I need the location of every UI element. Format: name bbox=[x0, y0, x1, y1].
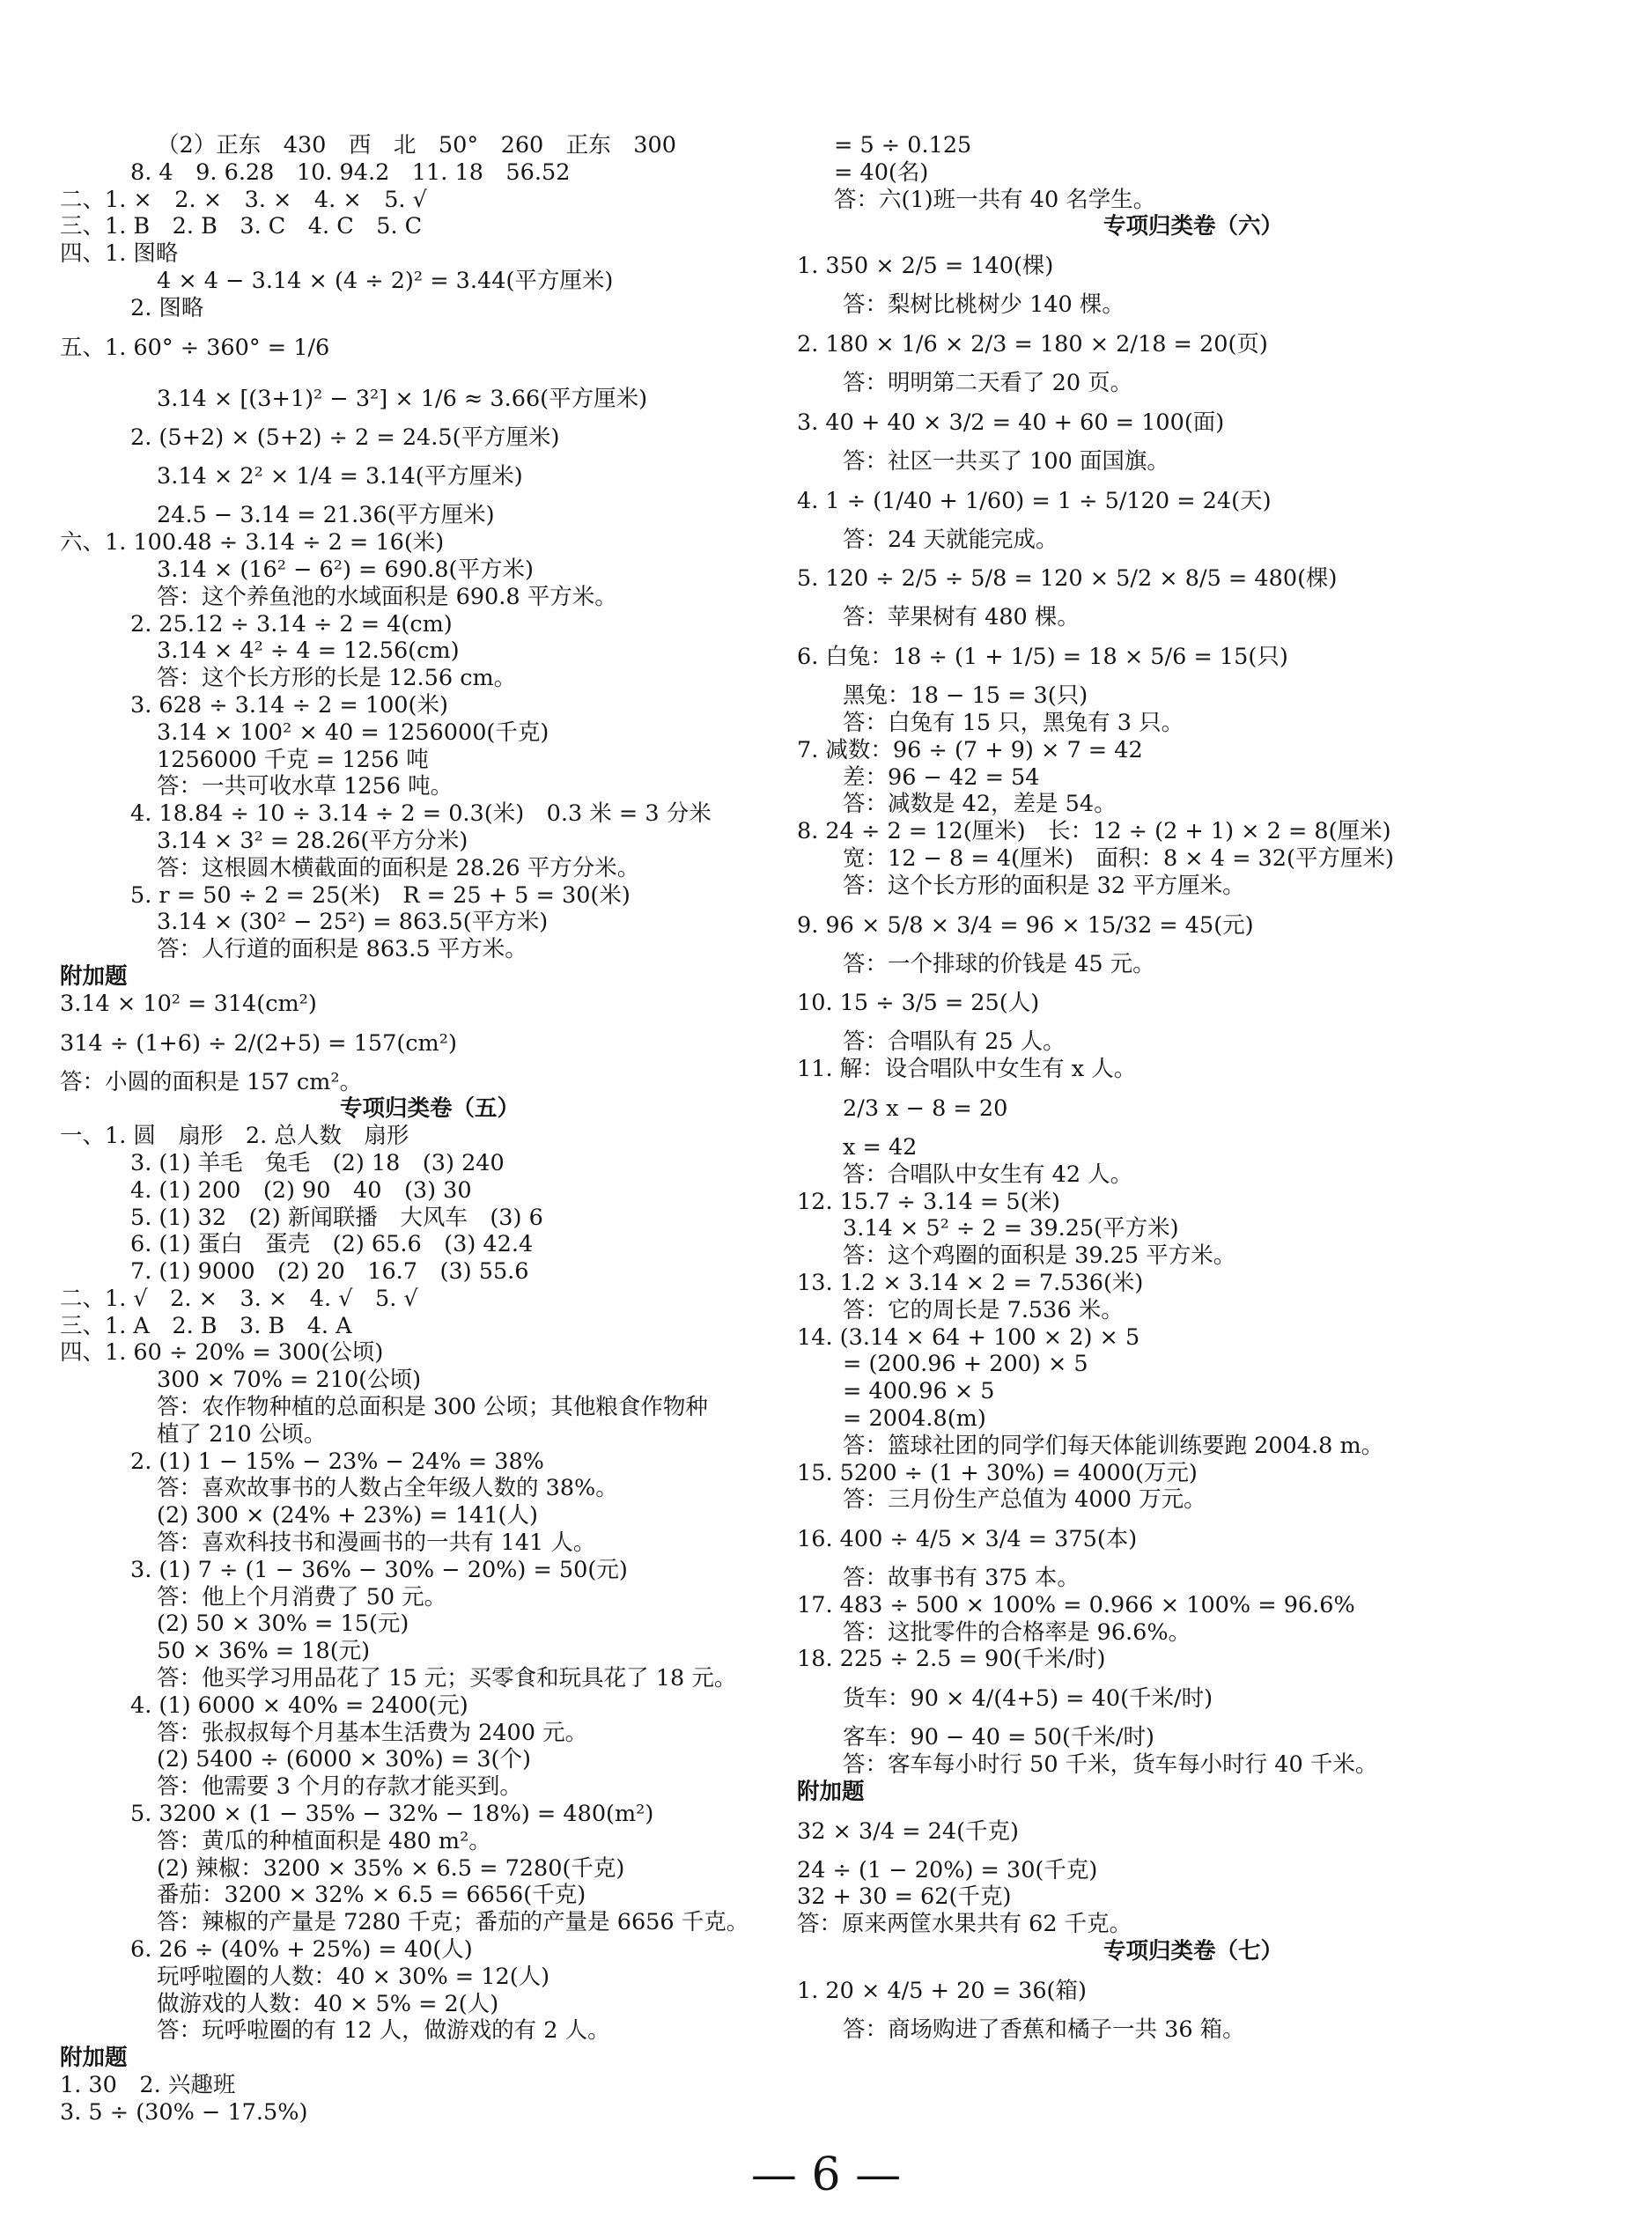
answer-line: 5. (1) 32 (2) 新闻联播 大风车 (3) 6 bbox=[130, 1204, 543, 1231]
answer-line: 三、1. A 2. B 3. B 4. A bbox=[60, 1312, 352, 1339]
answer-line: 答：黄瓜的种植面积是 480 m²。 bbox=[157, 1827, 491, 1854]
answer-line: 7. (1) 9000 (2) 20 16.7 (3) 55.6 bbox=[130, 1258, 529, 1286]
answer-line: 1. 30 2. 兴趣班 bbox=[60, 2072, 236, 2098]
answer-line: 32 × 3/4 = 24(千克) bbox=[797, 1817, 1019, 1845]
answer-line: 4. (1) 6000 × 40% = 2400(元) bbox=[130, 1692, 468, 1719]
answer-line: 3.14 × 2² × 1/4 = 3.14(平方厘米) bbox=[157, 463, 523, 490]
answer-line: 3.14 × (16² − 6²) = 690.8(平方米) bbox=[157, 556, 534, 583]
answer-line: 答：张叔叔每个月基本生活费为 2400 元。 bbox=[157, 1719, 588, 1746]
answer-line: 答：社区一共买了 100 面国旗。 bbox=[843, 447, 1169, 475]
answer-line: 5. 120 ÷ 2/5 ÷ 5/8 = 120 × 5/2 × 8/5 = 480(棵) bbox=[797, 565, 1338, 593]
left-column bbox=[60, 132, 800, 2126]
answer-line: 3. (1) 羊毛 兔毛 (2) 18 (3) 240 bbox=[130, 1149, 505, 1176]
answer-line: 附加题 bbox=[797, 1778, 865, 1805]
answer-line: 4. 1 ÷ (1/40 + 1/60) = 1 ÷ 5/120 = 24(天) bbox=[797, 487, 1272, 514]
answer-line: 答：三月份生产总值为 4000 万元。 bbox=[843, 1486, 1206, 1514]
answer-line: 五、1. 60° ÷ 360° = 1/6 bbox=[60, 334, 330, 361]
answer-line: (2) 5400 ÷ (6000 × 30%) = 3(个) bbox=[157, 1746, 531, 1773]
answer-line: 货车：90 × 4/(4+5) = 40(千米/时) bbox=[843, 1685, 1213, 1713]
answer-line: 18. 225 ÷ 2.5 = 90(千米/时) bbox=[797, 1646, 1106, 1673]
answer-line: = 400.96 × 5 bbox=[843, 1378, 995, 1405]
answer-line: 24.5 − 3.14 = 21.36(平方厘米) bbox=[157, 502, 495, 529]
answer-line: 客车：90 − 40 = 50(千米/时) bbox=[843, 1724, 1154, 1751]
answer-line: 答：这批零件的合格率是 96.6%。 bbox=[843, 1618, 1191, 1646]
answer-line: = 5 ÷ 0.125 bbox=[834, 132, 972, 158]
answer-line: 13. 1.2 × 3.14 × 2 = 7.536(米) bbox=[797, 1269, 1144, 1296]
answer-line: 四、1. 60 ÷ 20% = 300(公顷) bbox=[60, 1339, 384, 1367]
answer-line: (2) 300 × (24% + 23%) = 141(人) bbox=[157, 1502, 538, 1529]
answer-line: 3.14 × (30² − 25²) = 863.5(平方米) bbox=[157, 909, 549, 936]
answer-line: 做游戏的人数：40 × 5% = 2(人) bbox=[157, 1990, 499, 2017]
answer-line: 314 ÷ (1+6) ÷ 2/(2+5) = 157(cm²) bbox=[60, 1029, 457, 1057]
answer-line: 答：这个长方形的面积是 32 平方厘米。 bbox=[843, 872, 1245, 899]
answer-line: 答：他需要 3 个月的存款才能买到。 bbox=[157, 1773, 522, 1801]
answer-line: 答：合唱队中女生有 42 人。 bbox=[843, 1161, 1133, 1188]
answer-line: 6. (1) 蛋白 蛋壳 (2) 65.6 (3) 42.4 bbox=[130, 1231, 534, 1258]
answer-line: 5. 3200 × (1 − 35% − 32% − 18%) = 480(m²) bbox=[130, 1801, 654, 1828]
answer-line: 二、1. × 2. × 3. × 4. × 5. √ bbox=[60, 186, 427, 213]
answer-line: 答：辣椒的产量是 7280 千克；番茄的产量是 6656 千克。 bbox=[157, 1909, 749, 1936]
answer-line: 2. (5+2) × (5+2) ÷ 2 = 24.5(平方厘米) bbox=[130, 424, 560, 451]
answer-line: 二、1. √ 2. × 3. × 4. √ 5. √ bbox=[60, 1285, 418, 1312]
answer-line: 番茄：3200 × 32% × 6.5 = 6656(千克) bbox=[157, 1882, 586, 1909]
answer-line: 10. 15 ÷ 3/5 = 25(人) bbox=[797, 990, 1040, 1017]
answer-line: 答：客车每小时行 50 千米，货车每小时行 40 千米。 bbox=[843, 1751, 1378, 1779]
answer-line: 6. 26 ÷ (40% + 25%) = 40(人) bbox=[130, 1936, 473, 1964]
answer-line: x = 42 bbox=[843, 1133, 918, 1161]
answer-line: 3. 5 ÷ (30% − 17.5%) bbox=[60, 2098, 308, 2126]
answer-line: 答：人行道的面积是 863.5 平方米。 bbox=[157, 936, 527, 963]
answer-line: 答：这个长方形的长是 12.56 cm。 bbox=[157, 665, 517, 692]
answer-line: (2) 辣椒：3200 × 35% × 6.5 = 7280(千克) bbox=[157, 1854, 625, 1882]
answer-line: 1. 350 × 2/5 = 140(棵) bbox=[797, 253, 1054, 280]
answer-line: 答：小圆的面积是 157 cm²。 bbox=[60, 1068, 363, 1095]
answer-line: = 40(名) bbox=[834, 158, 929, 186]
answer-line: 植了 210 公顷。 bbox=[157, 1420, 327, 1448]
answer-line: 2. 180 × 1/6 × 2/3 = 180 × 2/18 = 20(页) bbox=[797, 330, 1268, 357]
answer-line: 3.14 × 100² × 40 = 1256000(千克) bbox=[157, 719, 549, 746]
answer-line: 答：一共可收水草 1256 吨。 bbox=[157, 773, 454, 800]
answer-line: 8. 4 9. 6.28 10. 94.2 11. 18 56.52 bbox=[130, 158, 571, 186]
answer-line: (2) 50 × 30% = 15(元) bbox=[157, 1611, 409, 1638]
answer-line: 玩呼啦圈的人数：40 × 30% = 12(人) bbox=[157, 1963, 550, 1990]
answer-line: 答：喜欢科技书和漫画书的一共有 141 人。 bbox=[157, 1529, 596, 1557]
answer-line: 1256000 千克 = 1256 吨 bbox=[157, 746, 429, 773]
answer-line: 答：24 天就能完成。 bbox=[843, 526, 1058, 553]
answer-line: 2. 图略 bbox=[130, 294, 204, 321]
answer-line: 答：减数是 42，差是 54。 bbox=[843, 791, 1117, 818]
answer-line: 2. 25.12 ÷ 3.14 ÷ 2 = 4(cm) bbox=[130, 610, 453, 638]
answer-line: 3.14 × 10² = 314(cm²) bbox=[60, 990, 317, 1017]
right-column bbox=[797, 132, 1589, 2044]
answer-line: 4. 18.84 ÷ 10 ÷ 3.14 ÷ 2 = 0.3(米) 0.3 米 = 3 分米 bbox=[130, 800, 712, 828]
answer-line: 7. 减数：96 ÷ (7 + 9) × 7 = 42 bbox=[797, 736, 1143, 763]
answer-line: 差：96 − 42 = 54 bbox=[843, 763, 1040, 791]
answer-line: 6. 白兔：18 ÷ (1 + 1/5) = 18 × 5/6 = 15(只) bbox=[797, 644, 1288, 671]
answer-line: 300 × 70% = 210(公顷) bbox=[157, 1367, 422, 1394]
answer-line: 答：他买学习用品花了 15 元；买零食和玩具花了 18 元。 bbox=[157, 1665, 737, 1692]
answer-line: 2/3 x − 8 = 20 bbox=[843, 1095, 1008, 1122]
answer-line: 32 + 30 = 62(千克) bbox=[797, 1883, 1012, 1911]
answer-line: 答：玩呼啦圈的有 12 人，做游戏的有 2 人。 bbox=[157, 2017, 610, 2045]
section-heading: 专项归类卷（五） bbox=[339, 1095, 520, 1123]
answer-line: 答：他上个月消费了 50 元。 bbox=[157, 1583, 447, 1611]
answer-line: 答：明明第二天看了 20 页。 bbox=[843, 369, 1133, 396]
answer-line: 答：篮球社团的同学们每天体能训练要跑 2004.8 m。 bbox=[843, 1432, 1384, 1459]
answer-line: 答：一个排球的价钱是 45 元。 bbox=[843, 950, 1155, 977]
section-heading: 专项归类卷（六） bbox=[1103, 213, 1283, 240]
answer-line: 3. (1) 7 ÷ (1 − 36% − 30% − 20%) = 50(元) bbox=[130, 1556, 628, 1583]
answer-line: 答：商场购进了香蕉和橘子一共 36 箱。 bbox=[843, 2016, 1245, 2043]
answer-line: 3. 40 + 40 × 3/2 = 40 + 60 = 100(面) bbox=[797, 409, 1225, 436]
answer-line: 答：它的周长是 7.536 米。 bbox=[843, 1296, 1124, 1323]
answer-line: 答：六(1)班一共有 40 名学生。 bbox=[834, 186, 1156, 213]
answer-line: 15. 5200 ÷ (1 + 30%) = 4000(万元) bbox=[797, 1459, 1198, 1486]
answer-line: = 2004.8(m) bbox=[843, 1404, 986, 1432]
answer-line: 答：合唱队有 25 人。 bbox=[843, 1028, 1066, 1056]
answer-line: 答：白兔有 15 只，黑兔有 3 只。 bbox=[843, 709, 1184, 736]
answer-line: 答：这个养鱼池的水域面积是 690.8 平方米。 bbox=[157, 583, 617, 610]
answer-line: 三、1. B 2. B 3. C 4. C 5. C bbox=[60, 213, 423, 240]
answer-line: 3.14 × 4² ÷ 4 = 12.56(cm) bbox=[157, 638, 460, 665]
answer-line: 六、1. 100.48 ÷ 3.14 ÷ 2 = 16(米) bbox=[60, 529, 445, 556]
answer-line: 宽：12 − 8 = 4(厘米) 面积：8 × 4 = 32(平方厘米) bbox=[843, 844, 1394, 872]
answer-line: 3.14 × 3² = 28.26(平方分米) bbox=[157, 827, 468, 854]
answer-line: 12. 15.7 ÷ 3.14 = 5(米) bbox=[797, 1188, 1060, 1215]
answer-line: 3. 628 ÷ 3.14 ÷ 2 = 100(米) bbox=[130, 691, 448, 719]
answer-line: （2）正东 430 西 北 50° 260 正东 300 bbox=[157, 132, 676, 158]
answer-line: 一、1. 圆 扇形 2. 总人数 扇形 bbox=[60, 1123, 409, 1150]
answer-line: 3.14 × 5² ÷ 2 = 39.25(平方米) bbox=[843, 1215, 1179, 1242]
answer-line: 16. 400 ÷ 4/5 × 3/4 = 375(本) bbox=[797, 1526, 1138, 1553]
page-number: — 6 — bbox=[750, 2149, 902, 2201]
answer-line: 答：农作物种植的总面积是 300 公顷；其他粮食作物种 bbox=[157, 1394, 708, 1421]
answer-line: 3.14 × [(3+1)² − 3²] × 1/6 ≈ 3.66(平方厘米) bbox=[157, 385, 648, 412]
answer-line: 答：故事书有 375 本。 bbox=[843, 1565, 1080, 1592]
answer-line: 4 × 4 − 3.14 × (4 ÷ 2)² = 3.44(平方厘米) bbox=[157, 267, 614, 294]
answer-line: 答：这根圆木横截面的面积是 28.26 平方分米。 bbox=[157, 854, 640, 881]
answer-line: 答：喜欢故事书的人数占全年级人数的 38%。 bbox=[157, 1475, 618, 1502]
answer-line: 9. 96 × 5/8 × 3/4 = 96 × 15/32 = 45(元) bbox=[797, 911, 1254, 939]
answer-line: 50 × 36% = 18(元) bbox=[157, 1638, 371, 1665]
answer-line: 附加题 bbox=[60, 962, 128, 990]
answer-line: 14. (3.14 × 64 + 100 × 2) × 5 bbox=[797, 1323, 1140, 1351]
answer-line: 24 ÷ (1 − 20%) = 30(千克) bbox=[797, 1856, 1098, 1883]
answer-line: 5. r = 50 ÷ 2 = 25(米) R = 25 + 5 = 30(米) bbox=[130, 881, 631, 909]
answer-line: 11. 解：设合唱队中女生有 x 人。 bbox=[797, 1056, 1137, 1083]
answer-line: 答：梨树比桃树少 140 棵。 bbox=[843, 291, 1125, 319]
answer-line: 附加题 bbox=[60, 2045, 128, 2072]
answer-line: 黑兔：18 − 15 = 3(只) bbox=[843, 682, 1088, 710]
section-heading: 专项归类卷（七） bbox=[1103, 1938, 1283, 1965]
answer-line: 答：苹果树有 480 棵。 bbox=[843, 604, 1080, 631]
answer-line: 4. (1) 200 (2) 90 40 (3) 30 bbox=[130, 1176, 472, 1204]
answer-line: 8. 24 ÷ 2 = 12(厘米) 长：12 ÷ (2 + 1) × 2 = 8(厘米) bbox=[797, 818, 1391, 845]
answer-line: 17. 483 ÷ 500 × 100% = 0.966 × 100% = 96.6% bbox=[797, 1591, 1355, 1618]
answer-line: 四、1. 图略 bbox=[60, 240, 179, 268]
answer-line: 2. (1) 1 − 15% − 23% − 24% = 38% bbox=[130, 1448, 544, 1475]
answer-line: = (200.96 + 200) × 5 bbox=[843, 1351, 1088, 1378]
answer-line: 答：原来两筐水果共有 62 千克。 bbox=[797, 1911, 1132, 1938]
answer-line: 答：这个鸡圈的面积是 39.25 平方米。 bbox=[843, 1242, 1236, 1270]
answer-line: 1. 20 × 4/5 + 20 = 36(箱) bbox=[797, 1977, 1087, 2004]
